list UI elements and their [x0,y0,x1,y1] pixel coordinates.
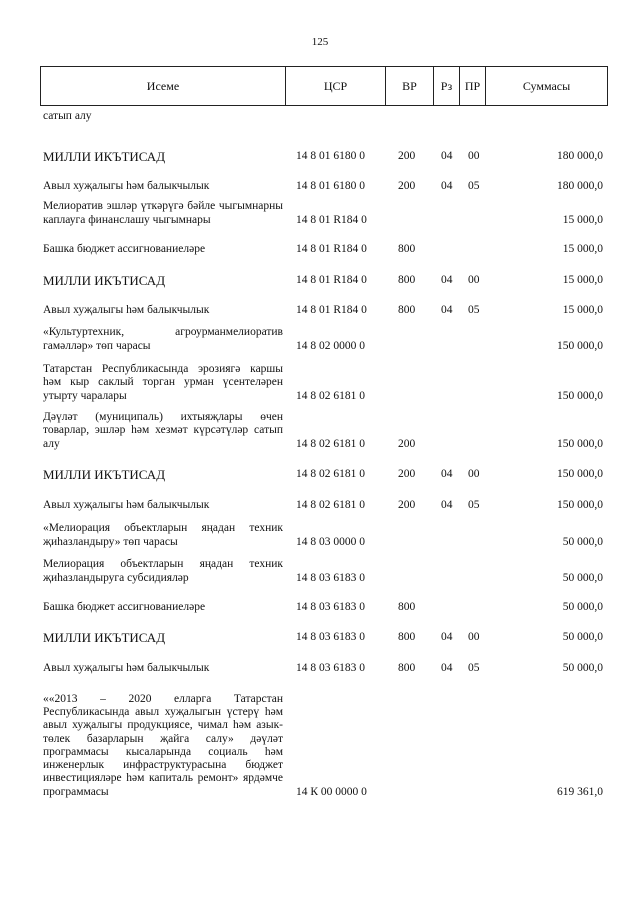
table-row [0,303,640,317]
row-name: Татарстан Республикасында эрозиягә каршы һәм кыр саклый торган урман үсентеләрен утырту чаралары [43,363,283,402]
row-sum: 50 000,0 [562,535,603,548]
row-sum: 150 000,0 [557,339,603,352]
row-sum: 619 361,0 [557,785,603,798]
row-csr: 14 8 03 0000 0 [296,535,365,548]
table-row [0,466,640,481]
row-sum: 50 000,0 [562,630,603,643]
row-name: Дәүләт (муниципаль) ихтыяҗлары өчен товарлар, эшләр һәм хезмәт күрсәтүләр сатып алу [43,411,283,450]
table-row [0,242,640,256]
row-pr: 00 [468,467,480,480]
row-name: Башка бюджет ассигнованиеләре [43,600,206,613]
row-vr: 800 [398,303,416,316]
row-name: Мелиорация объектларын яңадан техник җиһазландыруга субсидияләр [43,558,283,584]
row-csr: 14 8 02 6181 0 [296,437,365,450]
row-sum: 150 000,0 [557,437,603,450]
row-csr: 14 8 02 6181 0 [296,498,365,511]
row-csr: 14 8 02 0000 0 [296,339,365,352]
row-csr: 14 8 02 6181 0 [296,467,365,480]
row-name: Башка бюджет ассигнованиеләре [43,242,206,255]
row-csr: 14 8 03 6183 0 [296,600,365,613]
row-sum: 180 000,0 [557,179,603,192]
row-name: сатып алу [43,109,92,122]
row-vr: 800 [398,630,416,643]
row-pr: 05 [468,179,480,192]
row-pr: 05 [468,303,480,316]
row-name: Авыл хуҗалыгы һәм балыкчылык [43,661,210,674]
column-header-name: Исеме [41,67,286,106]
table-row [0,179,640,193]
row-sum: 150 000,0 [557,389,603,402]
row-csr: 14 8 01 R184 0 [296,242,367,255]
row-sum: 50 000,0 [562,661,603,674]
row-vr: 200 [398,437,416,450]
column-header-sum: Суммасы [486,67,608,106]
row-csr: 14 8 01 R184 0 [296,213,367,226]
table-row [0,199,640,227]
row-vr: 200 [398,149,416,162]
table-row [0,361,640,403]
table-row [0,555,640,585]
column-header-rz: Рз [434,67,460,106]
table-row [0,600,640,614]
row-rz: 04 [441,498,453,511]
row-name: «Мелиорация объектларын яңадан техник җиһазландыру» төп чарасы [43,522,283,548]
row-pr: 05 [468,498,480,511]
row-sum: 50 000,0 [562,571,603,584]
row-vr: 800 [398,661,416,674]
row-csr: 14 8 02 6181 0 [296,389,365,402]
row-vr: 200 [398,179,416,192]
row-csr: 14 8 01 6180 0 [296,179,365,192]
table-row [0,498,640,512]
row-name: МИЛЛИ ИКЪТИСАД [43,466,166,482]
row-sum: 150 000,0 [557,498,603,511]
table-row [0,322,640,353]
row-sum: 150 000,0 [557,467,603,480]
table-row [0,682,640,799]
table-row [0,110,640,123]
table-row [0,272,640,287]
row-rz: 04 [441,179,453,192]
row-csr: 14 8 01 R184 0 [296,303,367,316]
row-rz: 04 [441,303,453,316]
row-sum: 15 000,0 [562,213,603,226]
row-name: МИЛЛИ ИКЪТИСАД [43,629,166,645]
row-rz: 04 [441,630,453,643]
row-name: МИЛЛИ ИКЪТИСАД [43,272,166,288]
row-sum: 15 000,0 [562,273,603,286]
row-rz: 04 [441,273,453,286]
page-number: 125 [311,36,329,48]
row-vr: 200 [398,467,416,480]
table-row [0,408,640,451]
row-sum: 50 000,0 [562,600,603,613]
row-pr: 00 [468,273,480,286]
row-csr: 14 8 03 6183 0 [296,571,365,584]
row-vr: 800 [398,242,416,255]
row-csr: 14 8 03 6183 0 [296,661,365,674]
table-row [0,519,640,549]
row-vr: 800 [398,273,416,286]
row-rz: 04 [441,467,453,480]
row-name: МИЛЛИ ИКЪТИСАД [43,148,166,164]
table-row [0,148,640,163]
row-pr: 00 [468,630,480,643]
row-name: Авыл хуҗалыгы һәм балыкчылык [43,179,210,192]
column-header-vr: ВР [386,67,434,106]
row-rz: 04 [441,149,453,162]
row-csr: 14 8 01 R184 0 [296,273,367,286]
row-name: «Культуртехник, агроурманмелиоратив гамәлләр» төп чарасы [43,326,283,352]
row-csr: 14 8 01 6180 0 [296,149,365,162]
row-vr: 800 [398,600,416,613]
row-pr: 05 [468,661,480,674]
column-header-pr: ПР [460,67,486,106]
row-rz: 04 [441,661,453,674]
row-sum: 15 000,0 [562,303,603,316]
row-sum: 15 000,0 [562,242,603,255]
row-csr: 14 8 03 6183 0 [296,630,365,643]
row-name: ««2013 – 2020 елларга Татарстан Республикасында авыл хуҗалыгын үстерү һәм авыл хуҗалыгы продукциясе, чимал һәм азык-төлек базарларын җайга салу» дәүләт программасы кысаларында социаль һәм инженерлык инфраструктурасына бюджет инвестицияләре һәм капиталь ремонт» ярдәмче программасы [43,692,283,798]
row-name: Авыл хуҗалыгы һәм балыкчылык [43,498,210,511]
row-name: Авыл хуҗалыгы һәм балыкчылык [43,303,210,316]
row-name: Мелиоратив эшләр үткәрүгә бәйле чыгымнарны каплауга финанслашу чыгымнары [43,200,283,226]
row-vr: 200 [398,498,416,511]
row-csr: 14 К 00 0000 0 [296,785,367,798]
row-sum: 180 000,0 [557,149,603,162]
table-row [0,661,640,675]
row-pr: 00 [468,149,480,162]
table-row [0,629,640,644]
column-header-csr: ЦСР [286,67,386,106]
